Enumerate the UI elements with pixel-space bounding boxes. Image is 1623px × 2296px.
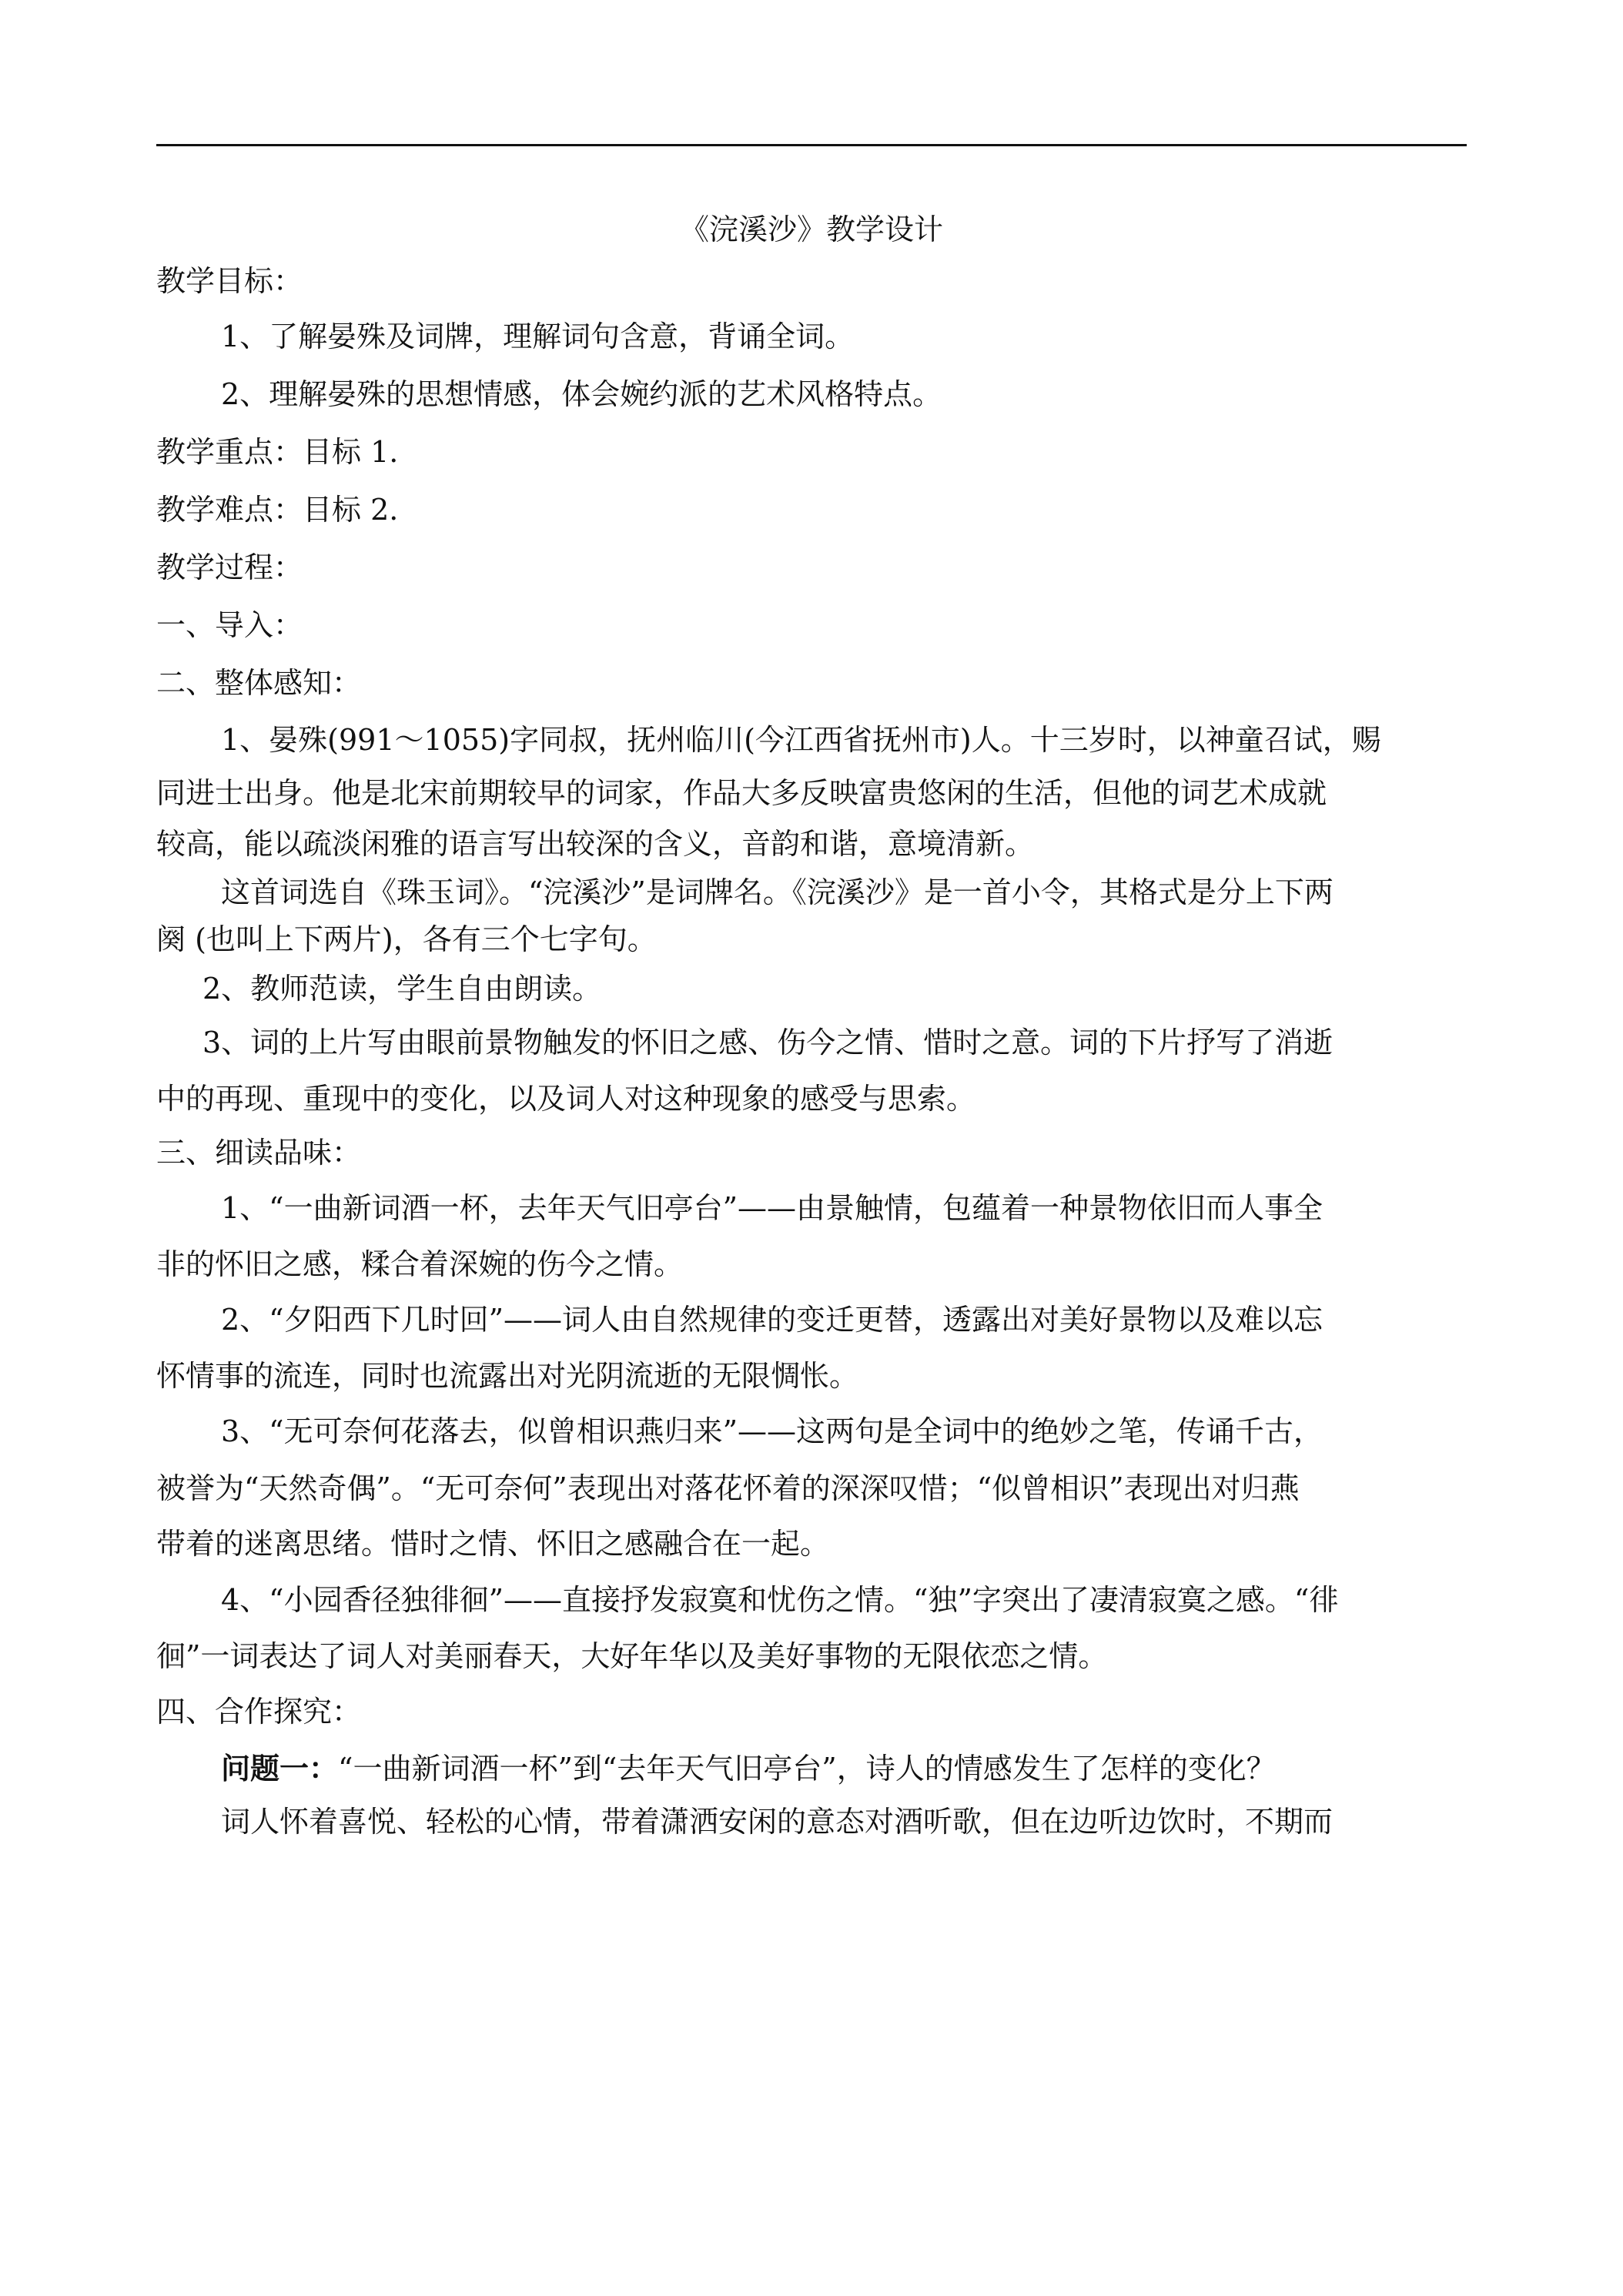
paragraph-line: 3、词的上片写由眼前景物触发的怀旧之感、伤今之情、惜时之意。词的下片抒写了消逝 (202, 1026, 1334, 1059)
paragraph-line: 4、“小园香径独徘徊”——直接抒发寂寞和忧伤之情。“独”字突出了凄清寂寞之感。“徘 (221, 1583, 1339, 1617)
process-heading: 教学过程： (156, 551, 303, 584)
paragraph-line: 怀情事的流连，同时也流露出对光阴流逝的无限惆怅。 (156, 1359, 859, 1393)
paragraph-line: 2、“夕阳西下几时回”——词人由自然规律的变迁更替，透露出对美好景物以及难以忘 (221, 1303, 1323, 1337)
question-1-text: “一曲新词酒一杯”到“去年天气旧亭台”，诗人的情感发生了怎样的变化？ (338, 1752, 1276, 1786)
paragraph-line: 非的怀旧之感，糅合着深婉的伤今之情。 (156, 1247, 684, 1281)
paragraph-line: 徊”一词表达了词人对美丽春天，大好年华以及美好事物的无限依恋之情。 (156, 1639, 1108, 1673)
paragraph-line: 1、晏殊(991～1055)字同叔，抚州临川(今江西省抚州市)人。十三岁时，以神童召试，赐 (221, 723, 1381, 757)
question-1-label: 问题一： (221, 1751, 339, 1786)
document-body (156, 205, 1467, 1847)
section-3-heading: 三、细读品味： (156, 1136, 362, 1170)
objective-2: 2、理解晏殊的思想情感，体会婉约派的艺术风格特点。 (221, 377, 942, 411)
paragraph-line: 中的再现、重现中的变化，以及词人对这种现象的感受与思索。 (156, 1082, 976, 1116)
header-rule (156, 144, 1467, 146)
paragraph-line: 3、“无可奈何花落去，似曾相识燕归来”——这两句是全词中的绝妙之笔，传诵千古， (221, 1414, 1323, 1448)
paragraph-line: 较高，能以疏淡闲雅的语言写出较深的含义，音韵和谐，意境清新。 (156, 827, 1035, 861)
section-2-heading: 二、整体感知： (156, 666, 362, 700)
paragraph-line: 被誉为“天然奇偶”。“无可奈何”表现出对落花怀着的深深叹惜；“似曾相识”表现出对归燕 (156, 1471, 1300, 1505)
paragraph-line: 带着的迷离思绪。惜时之情、怀旧之感融合在一起。 (156, 1527, 830, 1561)
difficulty: 教学难点：目标 2. (156, 493, 399, 527)
paragraph-line: 这首词选自《珠玉词》。“浣溪沙”是词牌名。《浣溪沙》是一首小令，其格式是分上下两 (221, 875, 1334, 909)
paragraph-line: 同进士出身。他是北宋前期较早的词家，作品大多反映富贵悠闲的生活，但他的词艺术成就 (156, 776, 1327, 810)
section-1-heading: 一、导入： (156, 608, 303, 642)
paragraph-line: 阕 (也叫上下两片)，各有三个七字句。 (156, 922, 657, 956)
question-1 (156, 1741, 1467, 1796)
paragraph-line: 2、教师范读，学生自由朗读。 (202, 972, 602, 1006)
paragraph-line: 1、“一曲新词酒一杯，去年天气旧亭台”——由景触情，包蕴着一种景物依旧而人事全 (221, 1191, 1323, 1225)
question-1-answer: 词人怀着喜悦、轻松的心情，带着潇洒安闲的意态对酒听歌，但在边听边饮时，不期而 (221, 1805, 1334, 1839)
document-title: 《浣溪沙》教学设计 (679, 213, 943, 246)
section-4-heading: 四、合作探究： (156, 1695, 362, 1729)
objective-1: 1、了解晏殊及词牌，理解词句含意，背诵全词。 (221, 320, 855, 353)
key-point: 教学重点：目标 1. (156, 435, 399, 469)
objectives-heading: 教学目标： (156, 264, 303, 298)
